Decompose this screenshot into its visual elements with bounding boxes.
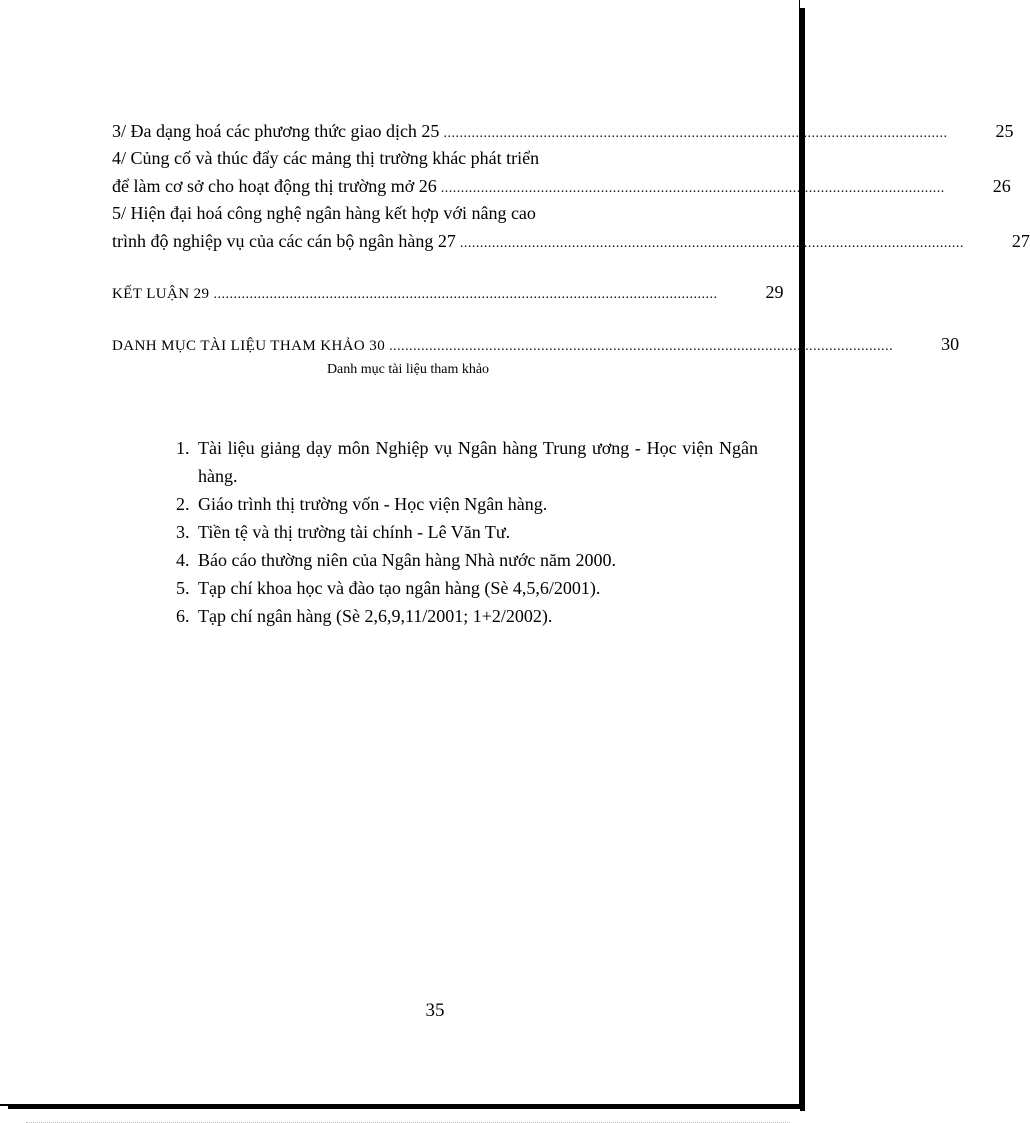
- toc-entry-5[interactable]: [112, 231, 1030, 255]
- reference-text: Báo cáo thường niên của Ngân hàng Nhà nước năm 2000.: [198, 550, 616, 570]
- toc-dot-leader: ..............................................................................................................................: [459, 236, 964, 251]
- toc-entry-conclusion[interactable]: [112, 282, 784, 306]
- page-shadow-right: [800, 8, 805, 1111]
- reference-number: 5.: [176, 578, 190, 598]
- reference-number: 6.: [176, 606, 190, 626]
- reference-number: 1.: [176, 438, 190, 458]
- toc-entry-references[interactable]: [112, 334, 960, 358]
- toc-entry-title: trình độ nghiệp vụ của các cán bộ ngân hàng 27: [112, 231, 456, 251]
- reference-item: [176, 434, 758, 490]
- toc-entry-4-line1: 4/ Củng cố và thúc đẩy các mảng thị trường khác phát triển: [112, 148, 540, 168]
- toc-entry-4[interactable]: [112, 176, 1011, 200]
- toc-dot-leader: ..............................................................................................................................: [440, 181, 945, 196]
- reference-item: [176, 574, 758, 602]
- toc-dot-leader: ..............................................................................................................................: [389, 339, 894, 354]
- page-number: 35: [425, 1000, 445, 1021]
- toc-entry-title: 3/ Đa dạng hoá các phương thức giao dịch 25: [112, 121, 440, 141]
- toc-page-number: 27: [1011, 231, 1030, 251]
- toc-entry-title: để làm cơ sở cho hoạt động thị trường mở 26: [112, 176, 437, 196]
- toc-dot-leader: ..............................................................................................................................: [443, 126, 948, 141]
- reference-number: 3.: [176, 522, 190, 542]
- toc-page-number: 30: [941, 334, 960, 354]
- toc-entry-title: KẾT LUẬN 29: [112, 286, 210, 302]
- reference-number: 2.: [176, 494, 190, 514]
- reference-item: [176, 602, 758, 630]
- reference-item: [176, 490, 758, 518]
- toc-dot-leader: ..............................................................................................................................: [213, 287, 718, 302]
- toc-entry-title: DANH MỤC TÀI LIỆU THAM KHẢO 30: [112, 338, 386, 354]
- reference-text: Tạp chí ngân hàng (Sè 2,6,9,11/2001; 1+2/2002).: [198, 606, 553, 626]
- reference-text: Tài liệu giảng dạy môn Nghiệp vụ Ngân hàng Trung ương - Học viện Ngân hàng.: [198, 438, 758, 486]
- reference-number: 4.: [176, 550, 190, 570]
- toc-page-number: 26: [992, 176, 1011, 196]
- references-list: [176, 434, 758, 630]
- page-shadow-bottom: [8, 1104, 805, 1109]
- toc-entry-5-line1: 5/ Hiện đại hoá công nghệ ngân hàng kết hợp với nâng cao: [112, 203, 536, 223]
- reference-item: [176, 546, 758, 574]
- reference-text: Giáo trình thị trường vốn - Học viện Ngân hàng.: [198, 494, 548, 514]
- references-caption: Danh mục tài liệu tham khảo: [326, 362, 490, 377]
- toc-page-number: 29: [765, 282, 784, 302]
- toc-page-number: 25: [995, 121, 1014, 141]
- reference-text: Tạp chí khoa học và đào tạo ngân hàng (Sè 4,5,6/2001).: [198, 578, 601, 598]
- toc-entry-3[interactable]: [112, 121, 1014, 145]
- reference-item: [176, 518, 758, 546]
- reference-text: Tiền tệ và thị trường tài chính - Lê Văn Tư.: [198, 522, 511, 542]
